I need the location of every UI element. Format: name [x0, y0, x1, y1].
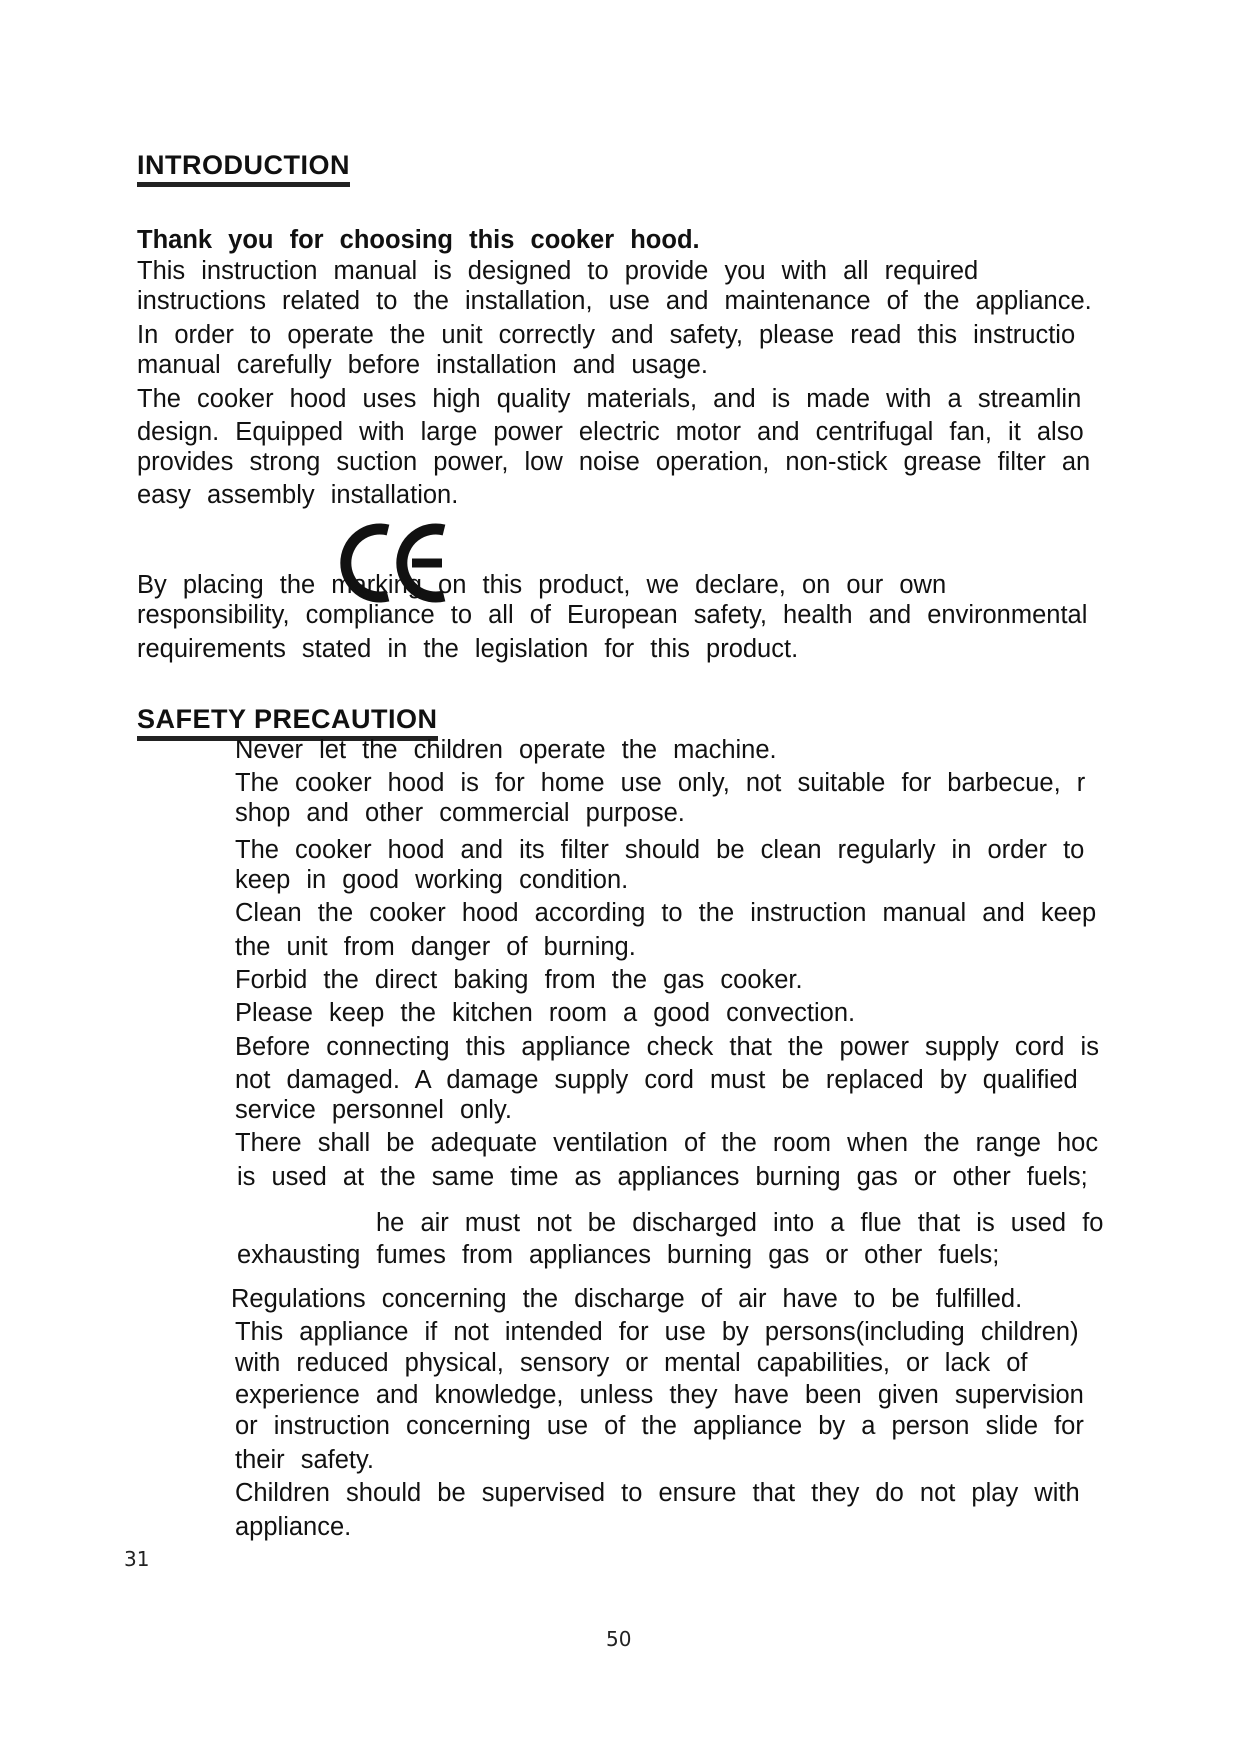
safety-line: Never let the children operate the machine. [235, 736, 777, 764]
ce-declaration-line: requirements stated in the legislation for this product. [137, 635, 799, 663]
safety-line: Please keep the kitchen room a good convection. [235, 999, 856, 1027]
safety-line: the unit from danger of burning. [235, 933, 636, 961]
intro-line: provides strong suction power, low noise operation, non-stick grease filter an [137, 448, 1091, 476]
page-number-center: 50 [606, 1627, 632, 1651]
introduction-heading-text: INTRODUCTION [137, 150, 350, 180]
ce-declaration-line: responsibility, compliance to all of European safety, health and environmental [137, 601, 1088, 629]
safety-line: is used at the same time as appliances burning gas or other fuels; [237, 1163, 1088, 1191]
safety-line: This appliance if not intended for use by persons(including children) [235, 1318, 1079, 1346]
safety-line: experience and knowledge, unless they have been given supervision [235, 1381, 1084, 1409]
intro-line: easy assembly installation. [137, 481, 459, 509]
safety-line: Forbid the direct baking from the gas cooker. [235, 966, 803, 994]
safety-line: Regulations concerning the discharge of air have to be fulfilled. [231, 1285, 1023, 1313]
intro-line: Thank you for choosing this cooker hood. [137, 226, 700, 254]
safety-line: not damaged. A damage supply cord must be replaced by qualified [235, 1066, 1078, 1094]
safety-line: Children should be supervised to ensure that they do not play with [235, 1479, 1080, 1507]
safety-line: or instruction concerning use of the appliance by a person slide for [235, 1412, 1084, 1440]
safety-line: exhausting fumes from appliances burning gas or other fuels; [237, 1241, 1000, 1269]
safety-line: shop and other commercial purpose. [235, 799, 685, 827]
safety-line: appliance. [235, 1513, 352, 1541]
page-number-left: 31 [124, 1547, 150, 1571]
safety-line: with reduced physical, sensory or mental capabilities, or lack of [235, 1349, 1028, 1377]
intro-line: The cooker hood uses high quality materials, and is made with a streamlin [137, 385, 1082, 413]
heading-underline [137, 182, 350, 187]
intro-line: manual carefully before installation and usage. [137, 351, 708, 379]
safety-line: Clean the cooker hood according to the instruction manual and keep [235, 899, 1097, 927]
safety-line: keep in good working condition. [235, 866, 629, 894]
safety-heading-text: SAFETY PRECAUTION [137, 704, 438, 734]
safety-line: The cooker hood and its filter should be clean regularly in order to [235, 836, 1085, 864]
safety-line: The cooker hood is for home use only, not suitable for barbecue, r [235, 769, 1086, 797]
introduction-heading [137, 150, 350, 187]
safety-line: service personnel only. [235, 1096, 512, 1124]
intro-line: design. Equipped with large power electric motor and centrifugal fan, it also [137, 418, 1084, 446]
safety-line: Before connecting this appliance check that the power supply cord is [235, 1033, 1099, 1061]
intro-line: In order to operate the unit correctly and safety, please read this instructio [137, 321, 1076, 349]
safety-line: There shall be adequate ventilation of the room when the range hoc [235, 1129, 1099, 1157]
safety-line: their safety. [235, 1446, 374, 1474]
ce-declaration-line: By placing the marking on this product, we declare, on our own [137, 571, 947, 599]
intro-line: This instruction manual is designed to provide you with all required [137, 257, 979, 285]
intro-line: instructions related to the installation, use and maintenance of the appliance. [137, 287, 1092, 315]
safety-line: he air must not be discharged into a flue that is used fo [376, 1209, 1104, 1237]
